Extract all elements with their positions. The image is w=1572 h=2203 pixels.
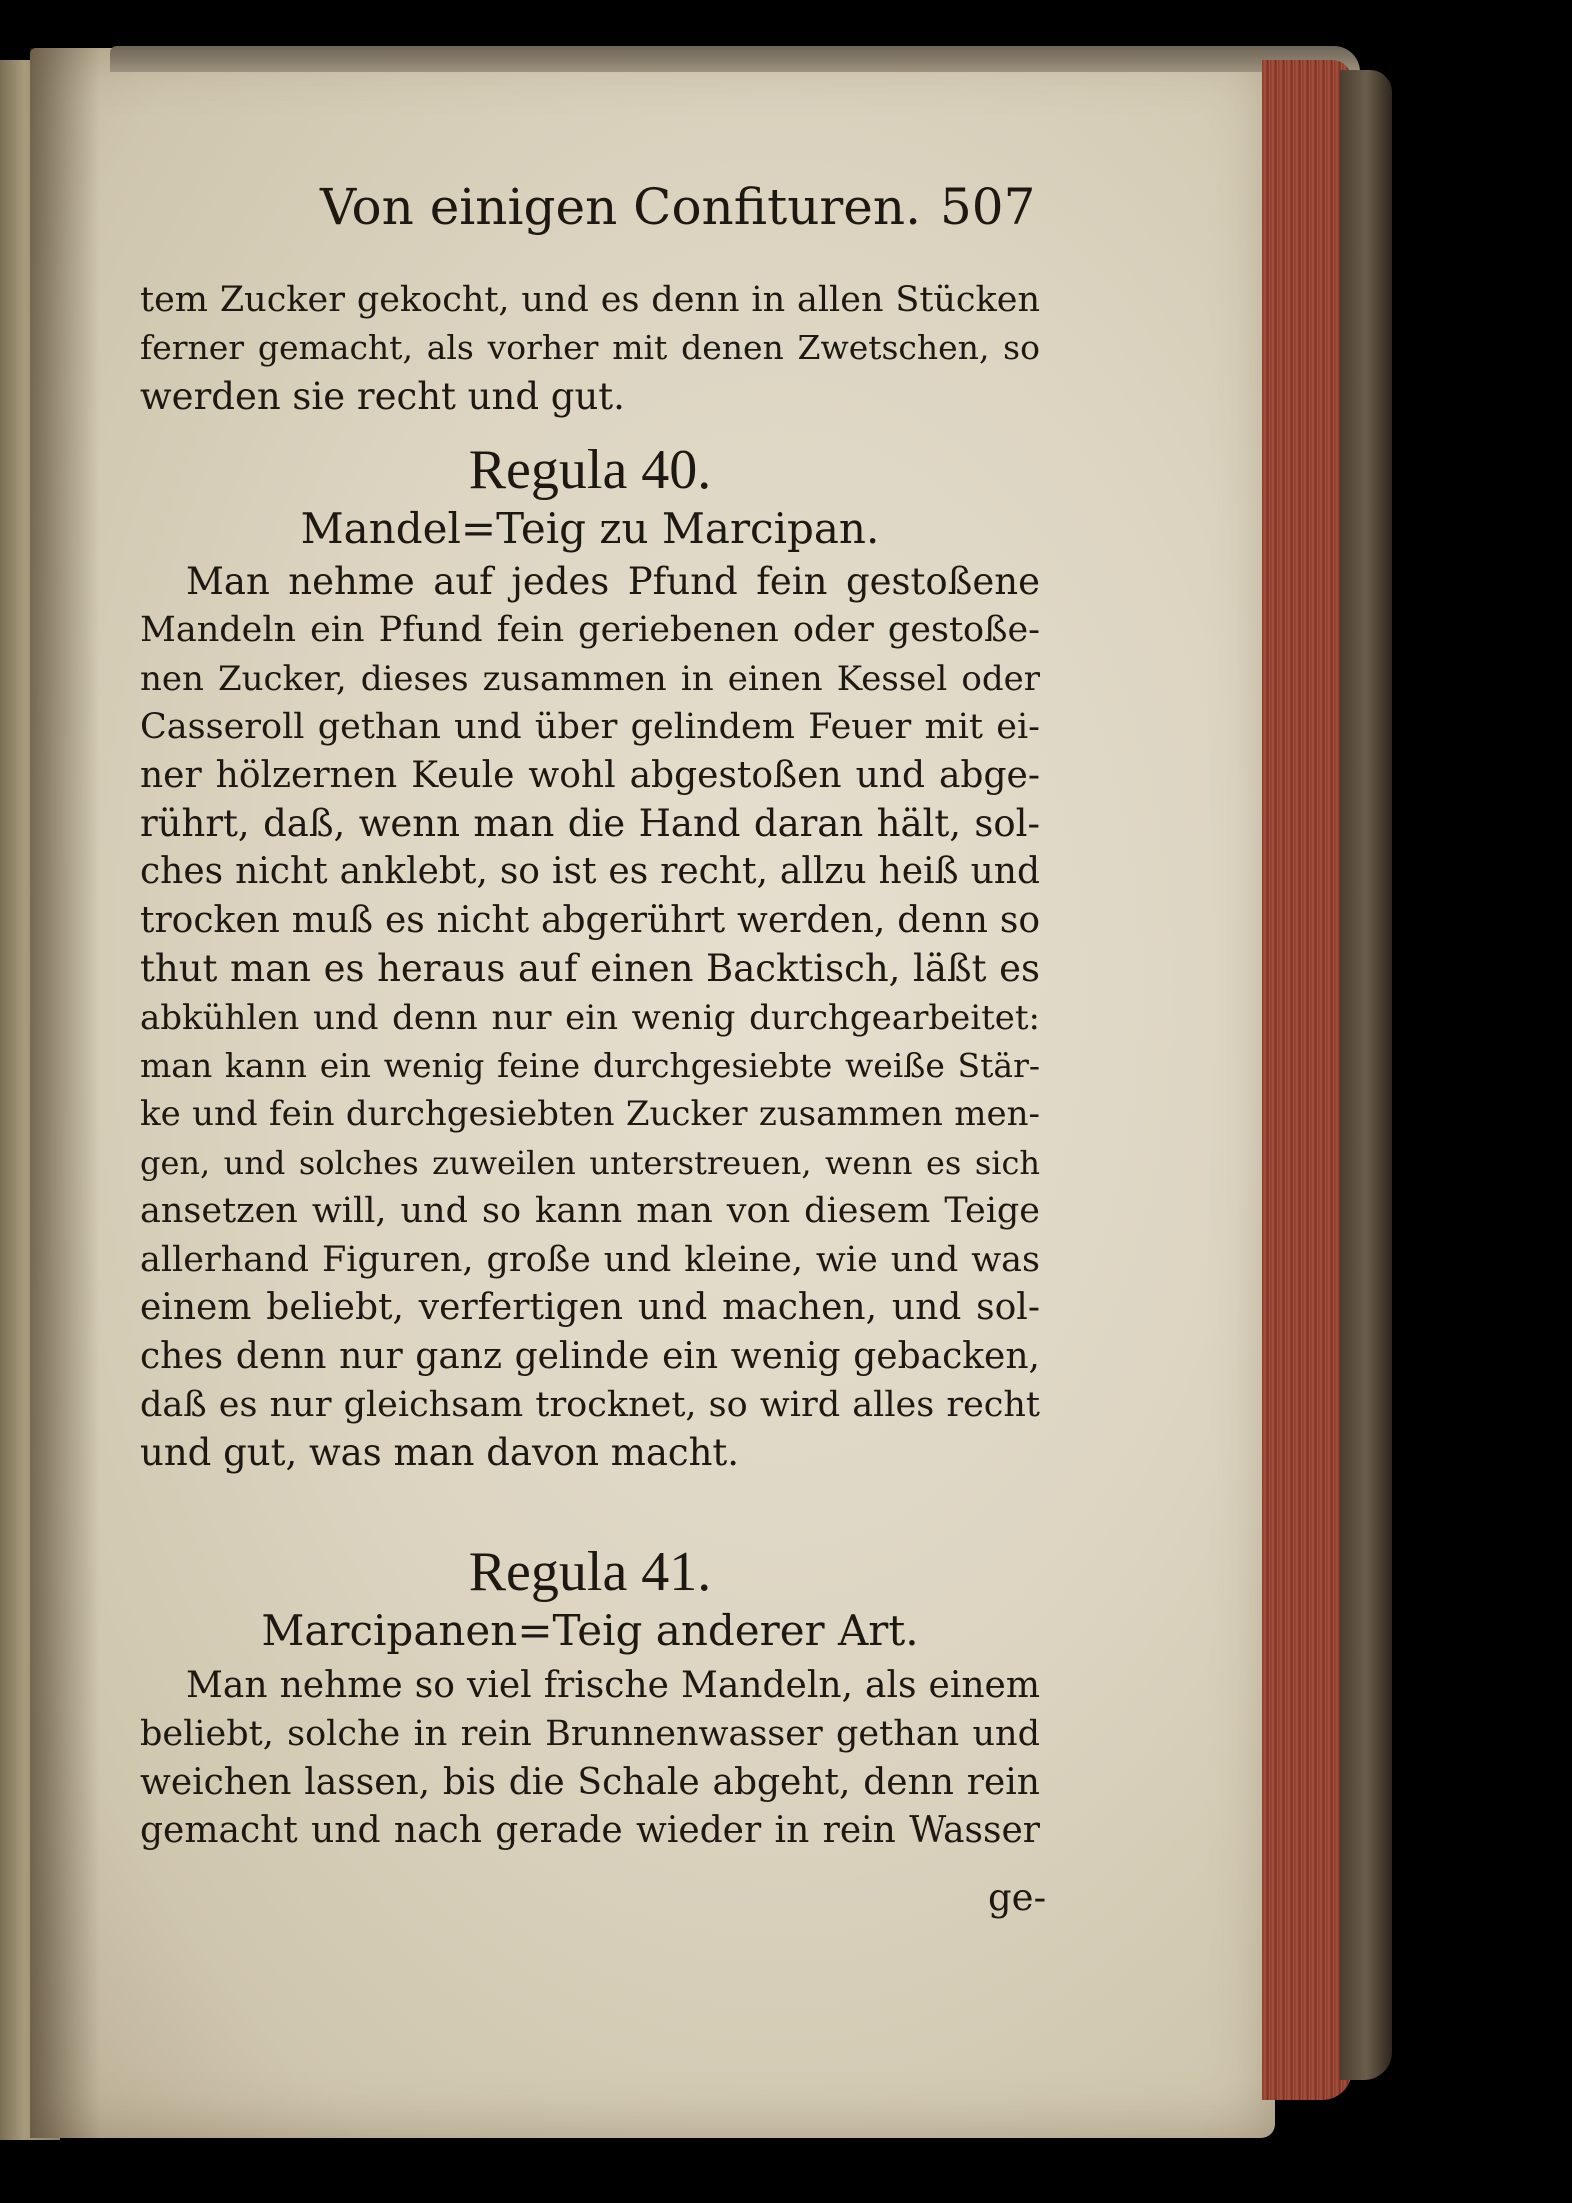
recipe-title: Mandel=Teig zu Marcipan. xyxy=(300,504,880,553)
text-line: daß es nur gleichsam trocknet, so wird alles recht xyxy=(140,1384,1040,1425)
text-line: ferner gemacht, als vorher mit denen Zwetschen, so xyxy=(140,328,1040,368)
gutter-shadow xyxy=(30,48,100,2138)
text-line: ke und fein durchgesiebten Zucker zusammen men- xyxy=(140,1094,1040,1135)
text-line: gen, und solches zuweilen unterstreuen, wenn es sich xyxy=(140,1143,1040,1182)
regula-heading: Regula 40. xyxy=(468,439,712,501)
top-page-edges xyxy=(110,46,1360,72)
text-line: ansetzen will, und so kann man von diesem Teige xyxy=(140,1191,1040,1232)
text-line: abkühlen und denn nur ein wenig durchgearbeitet: xyxy=(140,997,1040,1038)
red-page-edges xyxy=(1262,60,1352,2100)
book-cover-edge xyxy=(1340,70,1392,2080)
running-head-title: Von einigen Confituren. xyxy=(320,178,921,236)
recipe-title: Marcipanen=Teig anderer Art. xyxy=(261,1606,919,1655)
catchword: ge- xyxy=(988,1876,1047,1919)
text-line: ner hölzernen Keule wohl abgestoßen und abge- xyxy=(140,754,1040,796)
text-line: werden sie recht und gut. xyxy=(140,374,625,418)
intro-paragraph xyxy=(140,276,1040,421)
text-line: ches denn nur ganz gelinde ein wenig gebacken, xyxy=(140,1335,1040,1377)
text-line: allerhand Figuren, große und kleine, wie und was xyxy=(140,1239,1040,1280)
text-line: ches nicht anklebt, so ist es recht, allzu heiß und xyxy=(140,851,1040,893)
text-line: weichen lassen, bis die Schale abgeht, denn rein xyxy=(140,1761,1040,1803)
text-line: rührt, daß, wenn man die Hand daran hält, sol- xyxy=(140,802,1040,846)
text-line: gemacht und nach gerade wieder in rein Wasser xyxy=(140,1810,1040,1852)
regula-heading: Regula 41. xyxy=(468,1541,712,1603)
text-line: und gut, was man davon macht. xyxy=(140,1431,740,1475)
text-line: Casseroll gethan und über gelindem Feuer mit ei- xyxy=(140,707,1040,748)
running-head xyxy=(320,178,1040,236)
text-line: Man nehme auf jedes Pfund fein gestoßene xyxy=(186,560,1040,603)
page-number: 507 xyxy=(940,178,1036,236)
text-line: man kann ein wenig feine durchgesiebte weiße Stär- xyxy=(140,1046,1040,1086)
text-line: Mandeln ein Pfund fein geriebenen oder gestoße- xyxy=(140,610,1040,651)
recipe-paragraph xyxy=(140,1662,1040,1856)
text-line: Man nehme so viel frische Mandeln, als einem xyxy=(186,1665,1040,1706)
recipe-paragraph xyxy=(140,558,1040,1478)
text-line: nen Zucker, dieses zusammen in einen Kessel oder xyxy=(140,658,1040,699)
text-line: einem beliebt, verfertigen und machen, und sol- xyxy=(140,1287,1040,1329)
text-line: trocken muß es nicht abgerührt werden, denn so xyxy=(140,899,1040,941)
text-line: beliebt, solche in rein Brunnenwasser gethan und xyxy=(140,1714,1040,1755)
text-line: tem Zucker gekocht, und es denn in allen Stücken xyxy=(140,280,1040,320)
text-line: thut man es heraus auf einen Backtisch, läßt es xyxy=(140,947,1040,991)
